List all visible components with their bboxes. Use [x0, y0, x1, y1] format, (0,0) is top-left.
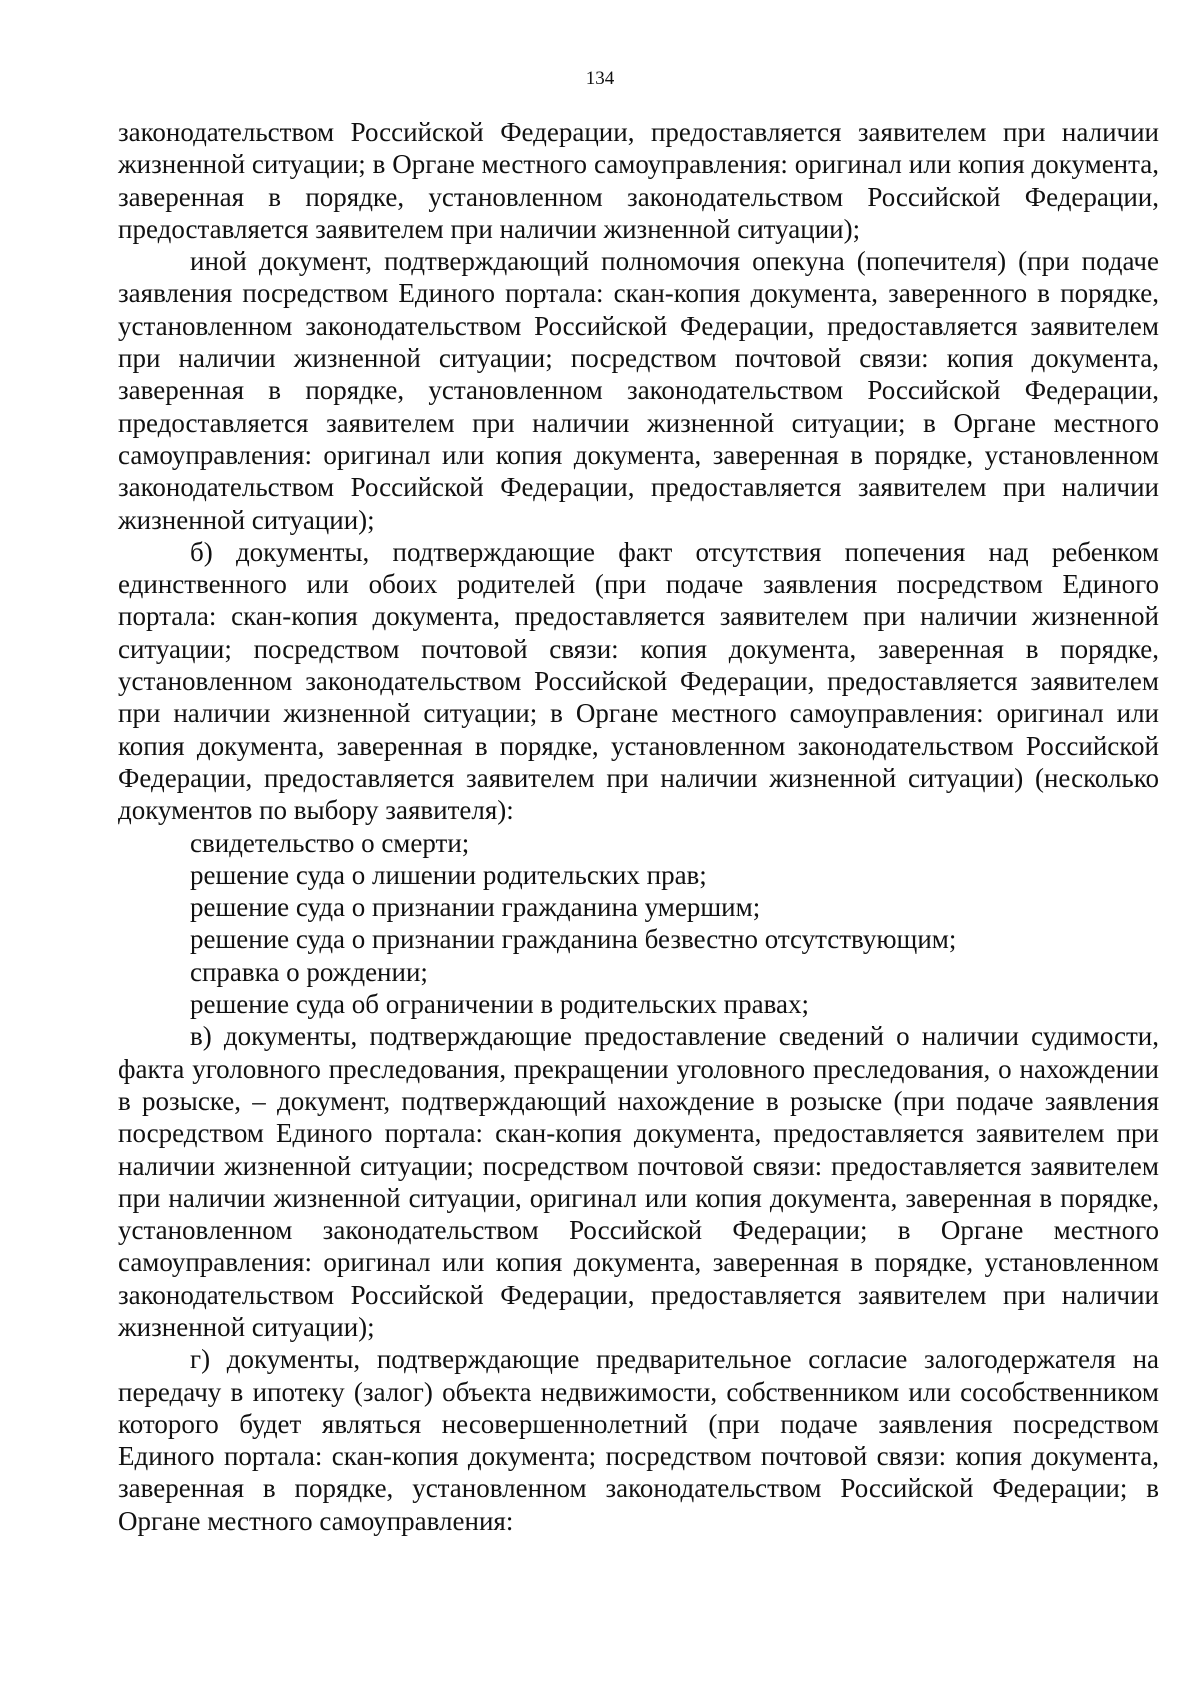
paragraph-continuation: законодательством Российской Федерации, предоставляется заявителем при наличии жизненной ситуации; в Органе местного самоуправления: оригинал или копия документа, заверенная в порядке, установленном законодательством Российской Федерации, предоставляется заявителем при наличии жизненной ситуации);: [118, 117, 1159, 244]
document-body: [118, 116, 1159, 1537]
page-number: 134: [585, 68, 615, 89]
list-item: решение суда о признании гражданина безвестно отсутствующим;: [190, 924, 957, 955]
list-item: решение суда об ограничении в родительских правах;: [190, 989, 809, 1020]
paragraph-b-parental-care: б) документы, подтверждающие факт отсутствия попечения над ребенком единственного или обоих родителей (при подаче заявления посредством Единого портала: скан-копия документа, предоставляется заявителем при наличии жизненной ситуации; посредством почтовой связи: копия документа, заверенная в порядке, установленном законодательством Российской Федерации, предоставляется заявителем при наличии жизненной ситуации; в Органе местного самоуправления: оригинал или копия документа, заверенная в порядке, установленном законодательством Российской Федерации, предоставляется заявителем при наличии жизненной ситуации) (несколько документов по выбору заявителя):: [118, 536, 1159, 826]
list-item: свидетельство о смерти;: [190, 827, 470, 858]
paragraph-g-mortgage-consent: г) документы, подтверждающие предварительное согласие залогодержателя на передачу в ипотеку (залог) объекта недвижимости, собственником или сособственником которого будет являться несовершеннолетний (при подаче заявления посредством Единого портала: скан-копия документа; посредством почтовой связи: копия документа, заверенная в порядке, установленном законодательством Российской Федерации; в Органе местного самоуправления:: [118, 1344, 1159, 1536]
paragraph-guardian-document: иной документ, подтверждающий полномочия опекуна (попечителя) (при подаче заявления посредством Единого портала: скан-копия документа, заверенного в порядке, установленном законодательством Российской Федерации, предоставляется заявителем при наличии жизненной ситуации; посредством почтовой связи: копия документа, заверенная в порядке, установленном законодательством Российской Федерации, предоставляется заявителем при наличии жизненной ситуации; в Органе местного самоуправления: оригинал или копия документа, заверенная в порядке, установленном законодательством Российской Федерации, предоставляется заявителем при наличии жизненной ситуации);: [118, 246, 1159, 535]
list-item: решение суда о признании гражданина умершим;: [190, 892, 761, 923]
list-item: решение суда о лишении родительских прав;: [190, 859, 707, 890]
list-item: справка о рождении;: [190, 956, 428, 987]
paragraph-v-criminal-record: в) документы, подтверждающие предоставление сведений о наличии судимости, факта уголовного преследования, прекращении уголовного преследования, о нахождении в розыске, – документ, подтверждающий нахождение в розыске (при подаче заявления посредством Единого портала: скан-копия документа, предоставляется заявителем при наличии жизненной ситуации; посредством почтовой связи: предоставляется заявителем при наличии жизненной ситуации, оригинал или копия документа, заверенная в порядке, установленном законодательством Российской Федерации; в Органе местного самоуправления: оригинал или копия документа, заверенная в порядке, установленном законодательством Российской Федерации, предоставляется заявителем при наличии жизненной ситуации);: [118, 1021, 1159, 1342]
